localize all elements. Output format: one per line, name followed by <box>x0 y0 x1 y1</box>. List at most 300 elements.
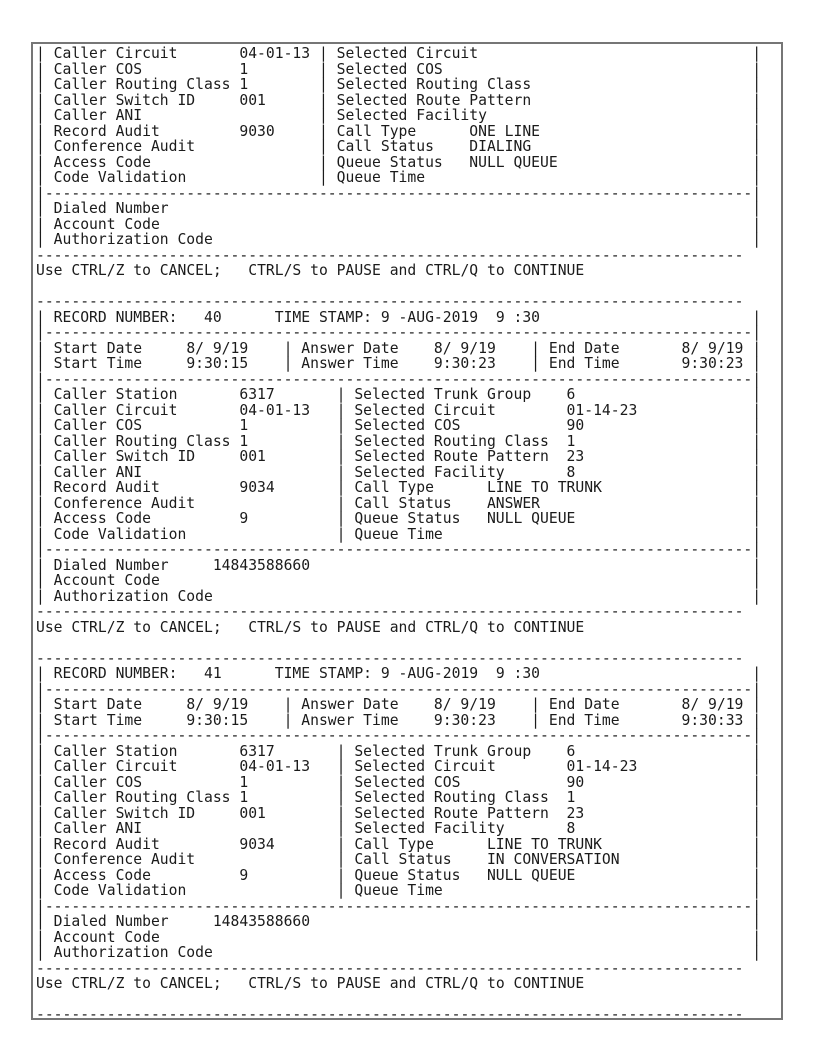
box-right-pipe: | <box>752 510 762 527</box>
column-divider-pipe: | <box>283 696 293 713</box>
selected-field-value: 6 <box>566 742 576 760</box>
field-row <box>36 449 761 465</box>
box-left-pipe: | <box>36 339 45 357</box>
blank-line <box>36 992 761 1008</box>
field-row <box>36 77 761 93</box>
box-right-pipe: | <box>752 711 762 729</box>
column-divider-pipe: | <box>336 401 346 419</box>
call-state-value: ANSWER <box>486 494 541 512</box>
selected-field-value: 90 <box>566 773 585 791</box>
box-left-pipe: | <box>36 386 45 403</box>
column-divider-pipe: | <box>318 122 328 140</box>
box-right-pipe: | <box>752 76 762 93</box>
box-right-pipe: | <box>752 494 762 512</box>
control-hint-text: Use CTRL/Z to CANCEL; CTRL/S to PAUSE and CTRL/Q to CONTINUE <box>36 618 585 636</box>
column-divider-pipe: | <box>531 355 541 372</box>
start-label: Start Time <box>53 355 143 372</box>
box-left-pipe: | <box>36 882 45 899</box>
border-dashes: -------------------------------------------------------------------------------- <box>36 1006 744 1023</box>
call-state-value: LINE TO TRUNK <box>486 835 602 853</box>
box-left-pipe: | <box>36 665 45 682</box>
caller-field-label: Caller Switch ID <box>53 448 196 465</box>
record-bottom-border <box>36 961 761 977</box>
call-state-value: NULL QUEUE <box>486 510 576 527</box>
box-right-pipe: | <box>752 432 762 450</box>
record-partial <box>36 46 761 248</box>
control-hint-text: Use CTRL/Z to CANCEL; CTRL/S to PAUSE and CTRL/Q to CONTINUE <box>36 262 585 279</box>
column-divider-pipe: | <box>336 773 346 791</box>
field-row <box>36 93 761 109</box>
field-row <box>36 837 761 853</box>
answer-value: 8/ 9/19 <box>433 696 496 713</box>
start-value: 9:30:15 <box>186 711 249 729</box>
box-right-pipe: | <box>752 138 762 155</box>
selected-field-label: Selected Circuit <box>354 758 496 775</box>
box-left-pipe: | <box>36 479 45 496</box>
box-left-pipe: | <box>36 231 45 248</box>
date-time-block <box>36 341 761 372</box>
caller-field-label: Caller Switch ID <box>53 91 196 109</box>
box-left-pipe: | <box>36 91 45 109</box>
selected-field-label: Queue Status <box>354 866 461 884</box>
caller-field-label: Conference Audit <box>53 851 196 868</box>
caller-field-label: Access Code <box>53 866 151 884</box>
box-right-pipe: | <box>752 820 762 837</box>
divider-dashes: -------------------------------------------------------------------------------- <box>44 727 753 744</box>
border-dashes: -------------------------------------------------------------------------------- <box>36 293 744 310</box>
selected-field-value: 01-14-23 <box>566 758 638 775</box>
field-row <box>36 806 761 822</box>
selected-field-label: Selected Circuit <box>354 401 496 419</box>
column-divider-pipe: | <box>283 339 293 357</box>
answer-label: Answer Time <box>301 711 399 729</box>
selected-field-label: Selected Route Pattern <box>336 91 532 109</box>
field-row <box>36 434 761 450</box>
selected-field-value: 8 <box>566 463 576 481</box>
field-row <box>36 62 761 78</box>
box-left-pipe: | <box>36 866 45 884</box>
box-left-pipe: | <box>36 494 45 512</box>
caller-field-value: 04-01-13 <box>239 45 311 62</box>
box-right-pipe: | <box>752 122 762 140</box>
caller-field-value: 1 <box>239 789 249 806</box>
column-divider-pipe: | <box>336 448 346 465</box>
caller-field-label: Caller Routing Class <box>53 76 231 93</box>
column-divider-pipe: | <box>336 742 346 760</box>
record-header-row <box>36 310 761 326</box>
selected-field-label: Call Status <box>354 851 452 868</box>
box-left-pipe: | <box>36 463 45 481</box>
box-right-pipe: | <box>752 742 762 760</box>
selected-field-label: Call Type <box>336 122 417 140</box>
box-right-pipe: | <box>752 153 762 171</box>
box-right-pipe: | <box>752 773 762 791</box>
box-left-pipe: | <box>36 711 45 729</box>
box-right-pipe: | <box>752 184 762 202</box>
end-value: 8/ 9/19 <box>681 339 744 357</box>
column-divider-pipe: | <box>531 696 541 713</box>
box-left-pipe: | <box>36 758 45 775</box>
selected-field-label: Queue Time <box>336 169 426 186</box>
caller-field-label: Conference Audit <box>53 138 196 155</box>
divider-dashes: -------------------------------------------------------------------------------- <box>44 541 753 558</box>
box-left-pipe: | <box>36 820 45 837</box>
field-row <box>36 418 761 434</box>
field-row <box>36 108 761 124</box>
box-right-pipe: | <box>752 91 762 109</box>
field-row <box>36 155 761 171</box>
box-right-pipe: | <box>752 45 762 62</box>
selected-field-value: 8 <box>566 820 576 837</box>
account-code-label: Account Code <box>53 215 160 233</box>
field-row <box>36 527 761 543</box>
box-right-pipe: | <box>752 866 762 884</box>
box-left-pipe: | <box>36 680 45 698</box>
field-row <box>36 170 761 186</box>
selected-field-label: Selected Trunk Group <box>354 742 532 760</box>
record-header-row <box>36 666 761 682</box>
caller-field-value: 04-01-13 <box>239 401 311 419</box>
time-stamp-label: TIME STAMP: <box>274 308 373 326</box>
authorization-code-row <box>36 589 761 605</box>
selected-field-label: Call Status <box>336 138 434 155</box>
column-divider-pipe: | <box>336 510 346 527</box>
start-label: Start Date <box>53 339 143 357</box>
record-number-label: RECORD NUMBER: <box>53 308 178 326</box>
box-left-pipe: | <box>36 742 45 760</box>
box-left-pipe: | <box>36 510 45 527</box>
box-right-pipe: | <box>752 417 762 434</box>
blank-line <box>36 635 761 651</box>
selected-field-label: Selected Routing Class <box>336 76 532 93</box>
end-label: End Date <box>548 696 620 713</box>
field-row <box>36 465 761 481</box>
caller-field-label: Caller ANI <box>53 820 143 837</box>
box-left-pipe: | <box>36 200 45 217</box>
caller-selected-block <box>36 46 761 186</box>
account-code-label: Account Code <box>53 572 160 589</box>
border-dashes: -------------------------------------------------------------------------------- <box>36 603 744 620</box>
record-bottom-border <box>36 604 761 620</box>
selected-field-value: 6 <box>566 386 576 403</box>
caller-field-label: Code Validation <box>53 525 187 543</box>
account-code-label: Account Code <box>53 928 160 946</box>
box-right-pipe: | <box>752 355 762 372</box>
control-hint-line <box>36 263 761 279</box>
selected-field-label: Selected Facility <box>354 820 505 837</box>
record-divider <box>36 542 761 558</box>
box-right-pipe: | <box>752 107 762 124</box>
selected-field-value: 23 <box>566 804 585 822</box>
selected-field-value: 1 <box>566 789 576 806</box>
column-divider-pipe: | <box>318 153 328 171</box>
caller-field-value: 9 <box>239 510 249 527</box>
selected-field-label: Selected Routing Class <box>354 789 549 806</box>
box-left-pipe: | <box>36 76 45 93</box>
column-divider-pipe: | <box>336 432 346 450</box>
box-right-pipe: | <box>752 448 762 465</box>
box-right-pipe: | <box>752 60 762 78</box>
box-left-pipe: | <box>36 727 45 744</box>
box-left-pipe: | <box>36 789 45 806</box>
terminal-output <box>36 46 761 1023</box>
control-hint-line <box>36 620 761 636</box>
box-right-pipe: | <box>752 928 762 946</box>
record-divider <box>36 682 761 698</box>
date-row <box>36 697 761 713</box>
box-left-pipe: | <box>36 401 45 419</box>
field-row <box>36 496 761 512</box>
box-left-pipe: | <box>36 169 45 186</box>
box-left-pipe: | <box>36 572 45 589</box>
record-top-border <box>36 294 761 310</box>
box-left-pipe: | <box>36 215 45 233</box>
time-stamp-value: 9 -AUG-2019 9 :30 <box>380 665 541 682</box>
box-right-pipe: | <box>752 913 762 930</box>
box-right-pipe: | <box>752 572 762 589</box>
dialed-number-label: Dialed Number <box>53 913 169 930</box>
caller-field-label: Caller COS <box>53 417 143 434</box>
box-right-pipe: | <box>752 556 762 574</box>
box-right-pipe: | <box>752 541 762 558</box>
end-label: End Time <box>548 711 620 729</box>
end-label: End Time <box>548 355 620 372</box>
control-hint-text: Use CTRL/Z to CANCEL; CTRL/S to PAUSE and CTRL/Q to CONTINUE <box>36 975 585 992</box>
divider-dashes: -------------------------------------------------------------------------------- <box>44 370 753 388</box>
record-divider <box>36 899 761 915</box>
caller-field-label: Caller Circuit <box>53 45 178 62</box>
caller-field-value: 001 <box>239 448 266 465</box>
selected-field-label: Selected Route Pattern <box>354 804 549 822</box>
field-row <box>36 790 761 806</box>
start-value: 8/ 9/19 <box>186 696 249 713</box>
time-stamp-value: 9 -AUG-2019 9 :30 <box>380 308 541 326</box>
selected-field-label: Selected COS <box>336 60 443 78</box>
record-40 <box>36 310 761 605</box>
column-divider-pipe: | <box>318 138 328 155</box>
caller-field-value: 001 <box>239 91 266 109</box>
dialed-number-row <box>36 201 761 217</box>
column-divider-pipe: | <box>336 417 346 434</box>
box-left-pipe: | <box>36 928 45 946</box>
caller-selected-block <box>36 387 761 542</box>
box-right-pipe: | <box>752 215 762 233</box>
caller-field-label: Caller ANI <box>53 107 143 124</box>
box-right-pipe: | <box>752 665 762 682</box>
caller-field-value: 9 <box>239 866 249 884</box>
box-left-pipe: | <box>36 138 45 155</box>
box-right-pipe: | <box>752 308 762 326</box>
box-left-pipe: | <box>36 60 45 78</box>
box-left-pipe: | <box>36 432 45 450</box>
caller-field-label: Record Audit <box>53 835 160 853</box>
box-right-pipe: | <box>752 804 762 822</box>
box-left-pipe: | <box>36 417 45 434</box>
box-left-pipe: | <box>36 556 45 574</box>
caller-field-value: 1 <box>239 432 249 450</box>
box-left-pipe: | <box>36 913 45 930</box>
caller-field-value: 1 <box>239 60 249 78</box>
field-row <box>36 387 761 403</box>
caller-field-label: Caller Routing Class <box>53 789 231 806</box>
box-left-pipe: | <box>36 835 45 853</box>
box-left-pipe: | <box>36 541 45 558</box>
column-divider-pipe: | <box>336 866 346 884</box>
field-row <box>36 883 761 899</box>
divider-dashes: -------------------------------------------------------------------------------- <box>44 184 753 202</box>
caller-field-label: Record Audit <box>53 479 160 496</box>
caller-field-value: 9034 <box>239 479 275 496</box>
record-divider <box>36 728 761 744</box>
box-right-pipe: | <box>752 696 762 713</box>
box-right-pipe: | <box>752 727 762 744</box>
caller-field-label: Caller Station <box>53 386 178 403</box>
caller-field-label: Caller Circuit <box>53 758 178 775</box>
selected-field-label: Selected Circuit <box>336 45 479 62</box>
date-row <box>36 356 761 372</box>
box-right-pipe: | <box>752 231 762 248</box>
account-code-row <box>36 930 761 946</box>
box-left-pipe: | <box>36 525 45 543</box>
start-value: 8/ 9/19 <box>186 339 249 357</box>
field-row <box>36 124 761 140</box>
start-label: Start Time <box>53 711 143 729</box>
box-right-pipe: | <box>752 386 762 403</box>
selected-field-label: Selected COS <box>354 773 461 791</box>
selected-field-value: ONE LINE <box>469 122 541 140</box>
record-top-border <box>36 651 761 667</box>
caller-field-value: 1 <box>239 76 249 93</box>
answer-label: Answer Time <box>301 355 399 372</box>
account-code-row <box>36 573 761 589</box>
selected-field-label: Selected Route Pattern <box>354 448 549 465</box>
column-divider-pipe: | <box>336 463 346 481</box>
caller-field-label: Caller ANI <box>53 463 143 481</box>
caller-field-label: Code Validation <box>53 169 187 186</box>
answer-label: Answer Date <box>301 339 399 357</box>
box-right-pipe: | <box>752 680 762 698</box>
blank-line <box>36 279 761 295</box>
field-row <box>36 403 761 419</box>
selected-field-label: Selected COS <box>354 417 461 434</box>
answer-value: 9:30:23 <box>433 355 496 372</box>
caller-field-label: Record Audit <box>53 122 160 140</box>
selected-field-value: 1 <box>566 432 576 450</box>
box-right-pipe: | <box>752 835 762 853</box>
selected-field-label: Call Status <box>354 494 452 512</box>
caller-field-label: Caller Routing Class <box>53 432 231 450</box>
field-row <box>36 46 761 62</box>
border-dashes: -------------------------------------------------------------------------------- <box>36 246 744 264</box>
end-value: 9:30:23 <box>681 355 744 372</box>
box-right-pipe: | <box>752 479 762 496</box>
selected-field-value: DIALING <box>469 138 532 155</box>
box-right-pipe: | <box>752 463 762 481</box>
caller-field-value: 9034 <box>239 835 275 853</box>
column-divider-pipe: | <box>318 107 328 124</box>
divider-dashes: -------------------------------------------------------------------------------- <box>44 897 753 915</box>
selected-field-value: 01-14-23 <box>566 401 638 419</box>
selected-field-value: NULL QUEUE <box>469 153 558 171</box>
dialed-number-label: Dialed Number <box>53 200 169 217</box>
date-row <box>36 341 761 357</box>
start-label: Start Date <box>53 696 143 713</box>
caller-field-value: 6317 <box>239 742 275 760</box>
box-right-pipe: | <box>752 401 762 419</box>
selected-field-label: Queue Time <box>354 525 443 543</box>
selected-field-label: Queue Time <box>354 882 443 899</box>
box-right-pipe: | <box>752 324 762 341</box>
caller-field-value: 6317 <box>239 386 275 403</box>
caller-field-label: Caller Circuit <box>53 401 178 419</box>
box-left-pipe: | <box>36 851 45 868</box>
column-divider-pipe: | <box>336 882 346 899</box>
column-divider-pipe: | <box>336 820 346 837</box>
selected-field-label: Selected Routing Class <box>354 432 549 450</box>
column-divider-pipe: | <box>318 169 328 186</box>
box-right-pipe: | <box>752 851 762 868</box>
field-row <box>36 775 761 791</box>
box-left-pipe: | <box>36 45 45 62</box>
start-value: 9:30:15 <box>186 355 249 372</box>
column-divider-pipe: | <box>336 835 346 853</box>
selected-field-label: Queue Status <box>354 510 461 527</box>
authorization-code-label: Authorization Code <box>53 587 213 605</box>
box-left-pipe: | <box>36 696 45 713</box>
box-left-pipe: | <box>36 370 45 388</box>
caller-field-value: 04-01-13 <box>239 758 311 775</box>
selected-field-label: Selected Facility <box>336 107 487 124</box>
box-left-pipe: | <box>36 107 45 124</box>
record-number-value: 41 <box>204 665 222 682</box>
selected-field-label: Selected Trunk Group <box>354 386 532 403</box>
record-number-value: 40 <box>204 308 222 326</box>
column-divider-pipe: | <box>336 804 346 822</box>
caller-field-value: 1 <box>239 773 249 791</box>
record-divider <box>36 186 761 202</box>
selected-field-value: 90 <box>566 417 585 434</box>
authorization-code-label: Authorization Code <box>53 231 213 248</box>
box-left-pipe: | <box>36 184 45 202</box>
field-row <box>36 139 761 155</box>
column-divider-pipe: | <box>318 91 328 109</box>
box-right-pipe: | <box>752 897 762 915</box>
box-left-pipe: | <box>36 122 45 140</box>
dialed-number-row <box>36 914 761 930</box>
caller-field-value: 001 <box>239 804 266 822</box>
end-label: End Date <box>548 339 620 357</box>
divider-dashes: -------------------------------------------------------------------------------- <box>44 680 753 698</box>
date-time-block <box>36 697 761 728</box>
box-right-pipe: | <box>752 169 762 186</box>
date-row <box>36 713 761 729</box>
answer-value: 8/ 9/19 <box>433 339 496 357</box>
selected-field-label: Call Type <box>354 835 434 853</box>
box-left-pipe: | <box>36 308 45 326</box>
border-dashes: -------------------------------------------------------------------------------- <box>36 959 744 977</box>
box-left-pipe: | <box>36 153 45 171</box>
caller-field-label: Caller COS <box>53 773 143 791</box>
field-row <box>36 744 761 760</box>
end-value: 8/ 9/19 <box>681 696 744 713</box>
caller-field-value: 9030 <box>239 122 275 140</box>
column-divider-pipe: | <box>336 386 346 403</box>
authorization-code-row <box>36 232 761 248</box>
end-value: 9:30:33 <box>681 711 744 729</box>
box-right-pipe: | <box>752 789 762 806</box>
caller-field-value: 1 <box>239 417 249 434</box>
box-left-pipe: | <box>36 324 45 341</box>
